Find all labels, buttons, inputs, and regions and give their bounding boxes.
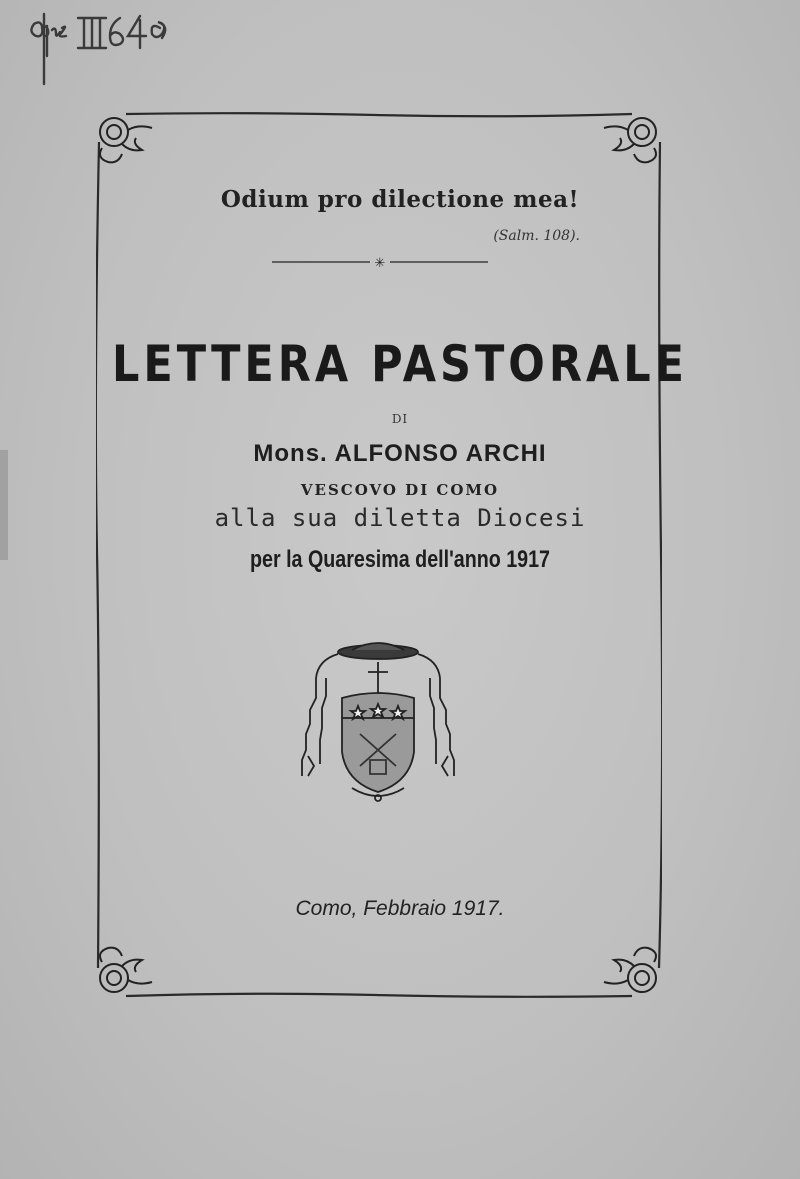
author-name: Mons. ALFONSO ARCHI	[253, 440, 547, 467]
document-title: LETTERA PASTORALE	[111, 336, 689, 394]
corner-ornament-icon	[600, 108, 664, 172]
separator-rule	[272, 255, 488, 269]
coat-of-arms-icon	[300, 638, 456, 804]
motto-citation: (Salm. 108).	[493, 228, 580, 244]
by-label: DI	[391, 412, 409, 426]
place-and-date: Como, Febbraio 1917.	[295, 897, 505, 920]
asterisk-icon: ✳	[374, 256, 386, 269]
corner-ornament-icon	[600, 938, 664, 1002]
author-role: VESCOVO DI COMO	[300, 481, 500, 499]
handwritten-shelfmark	[28, 6, 198, 86]
dedication-line: alla sua diletta Diocesi	[214, 504, 586, 532]
occasion-line: per la Quaresima dell'anno 1917	[249, 546, 551, 573]
corner-ornament-icon	[92, 108, 156, 172]
corner-ornament-icon	[92, 938, 156, 1002]
motto: Odium pro dilectione mea!	[220, 186, 580, 213]
